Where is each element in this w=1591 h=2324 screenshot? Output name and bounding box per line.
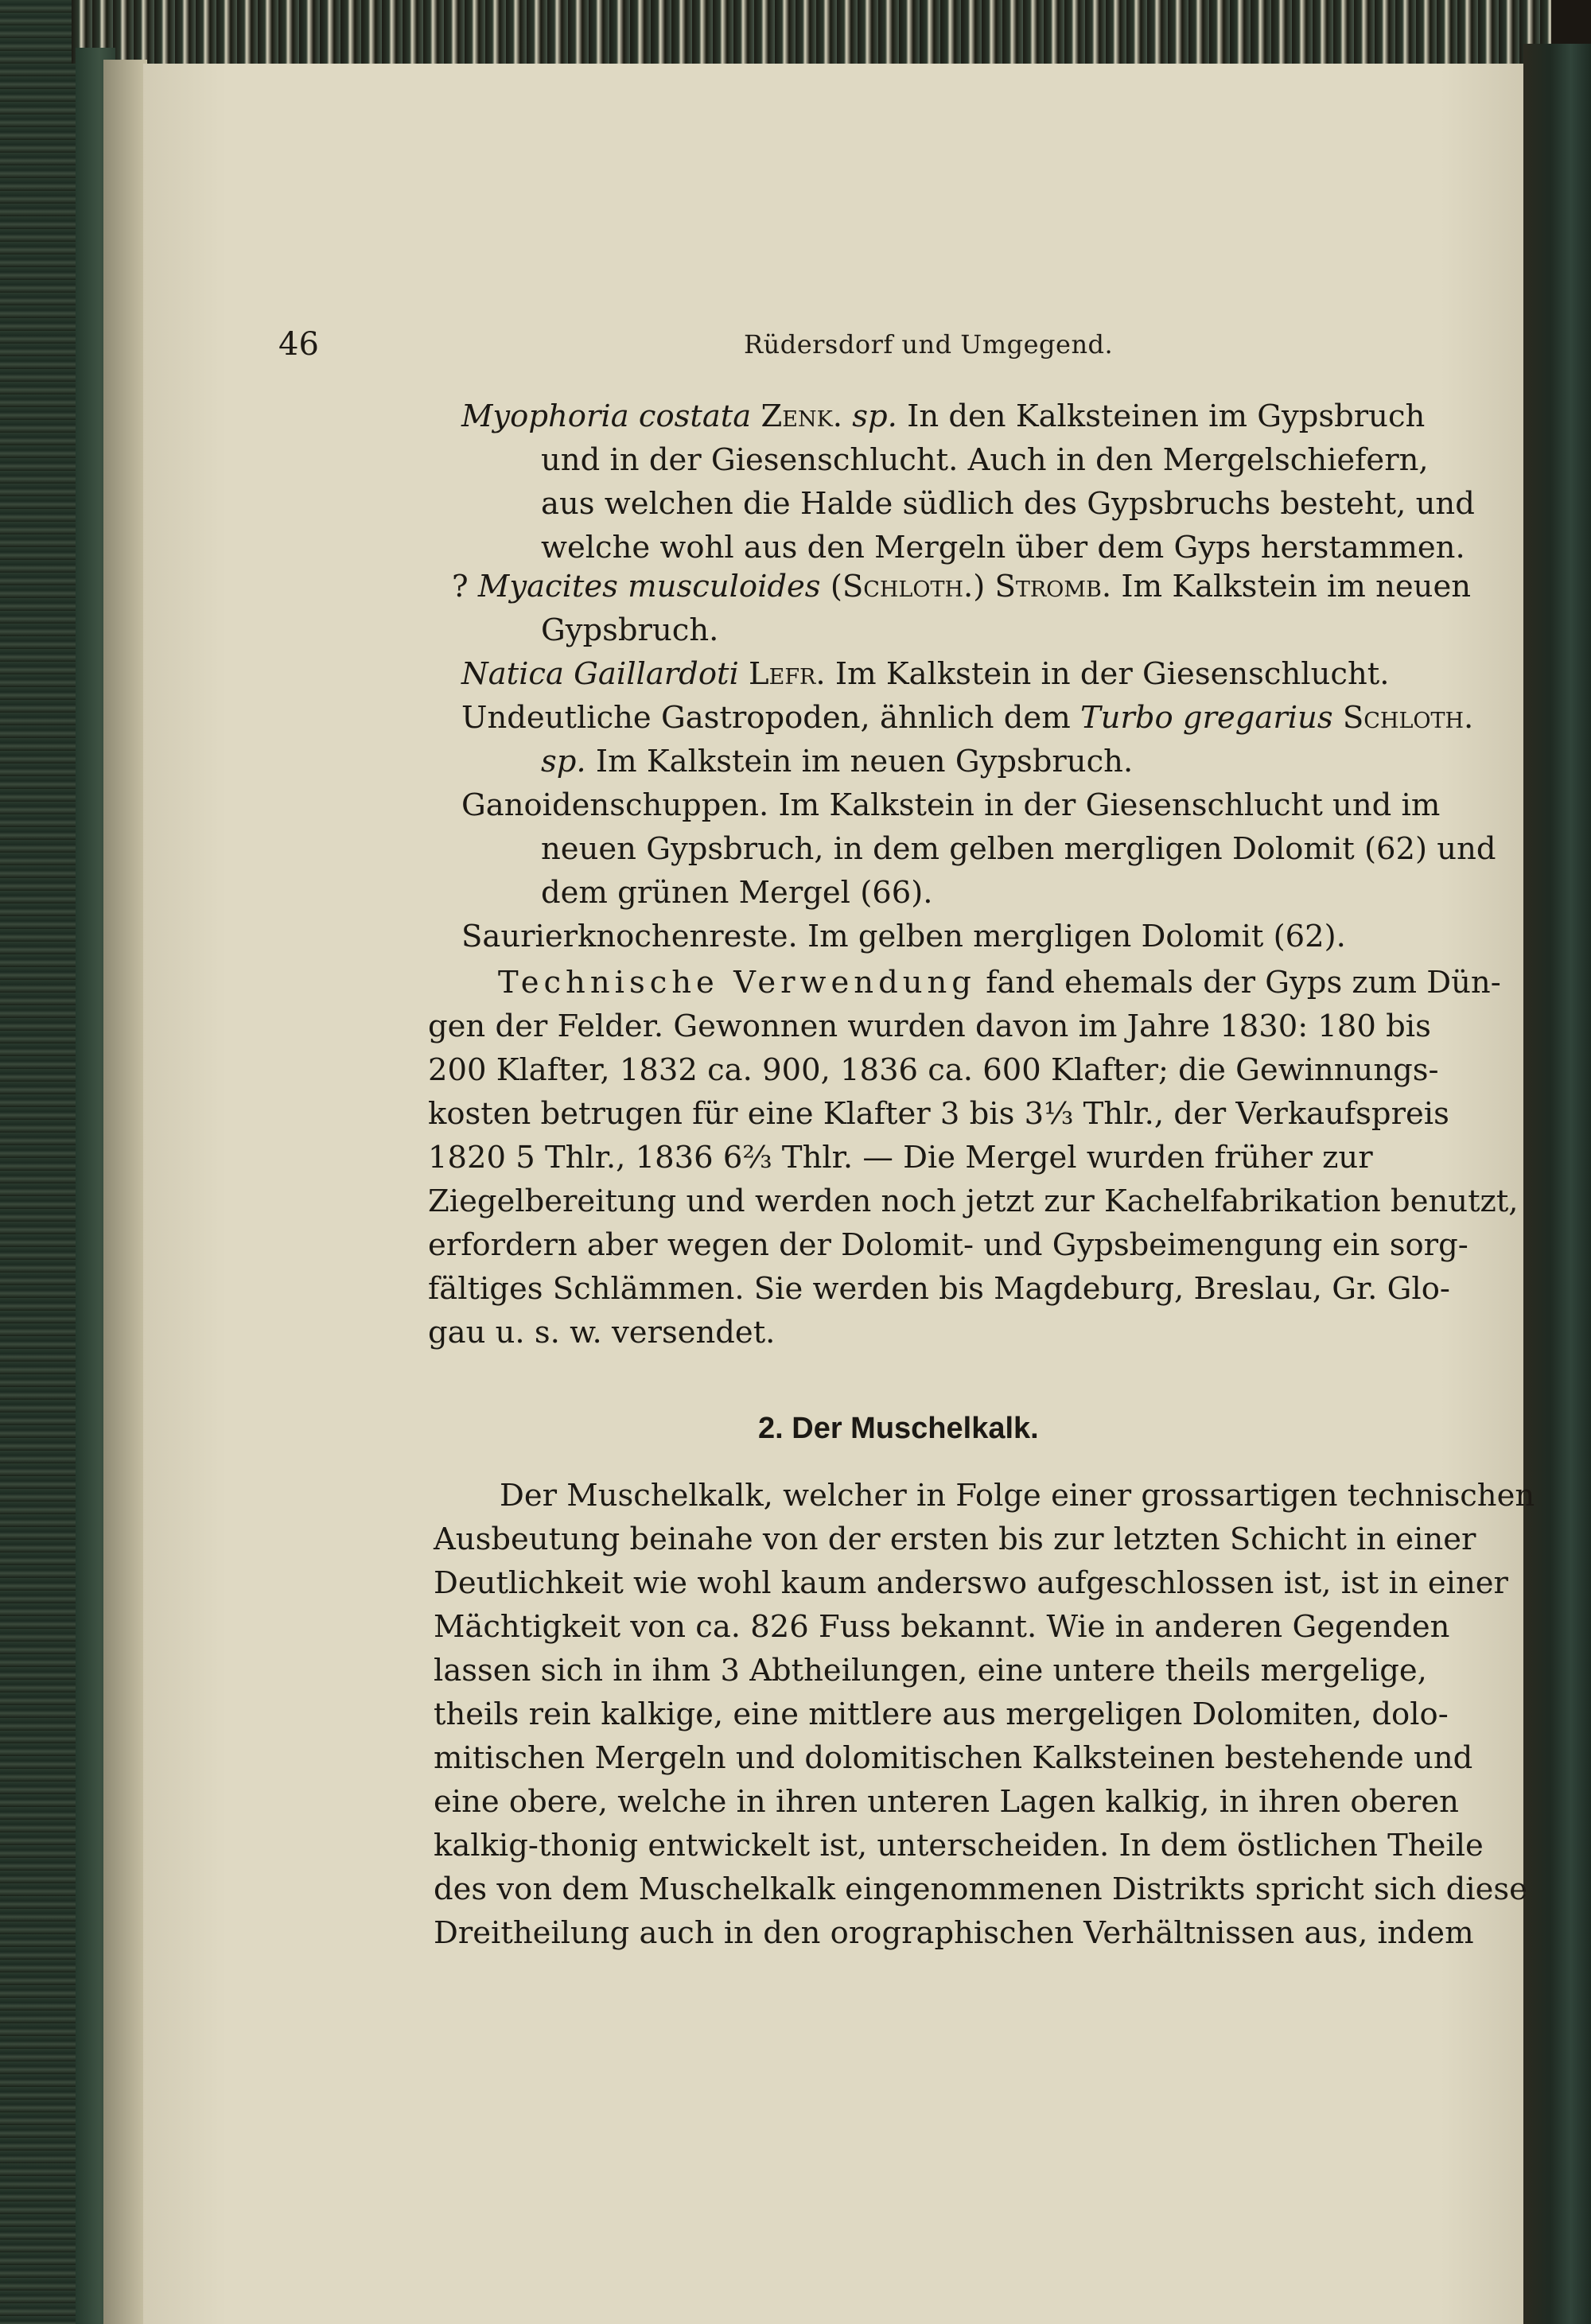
taxon-name: Turbo gregarius: [1079, 700, 1333, 736]
text-line: kosten betrugen für eine Klafter 3 bis 3⅓ Thlr., der Verkaufspreis: [428, 1096, 1449, 1132]
taxon-suffix: sp.: [541, 744, 586, 779]
text-line: Ziegelbereitung und werden noch jetzt zur Kachelfabrikation benutzt,: [428, 1183, 1519, 1219]
fossil-entry-ganoiden: Ganoidenschuppen. Im Kalkstein in der Giesenschlucht und im: [461, 787, 1441, 823]
text-line: Der Muschelkalk, welcher in Folge einer grossartigen technischen: [500, 1478, 1535, 1514]
text-line: lassen sich in ihm 3 Abtheilungen, eine untere theils mergelige,: [434, 1653, 1427, 1689]
query-mark: ?: [452, 569, 469, 604]
book-cover-right: [1523, 44, 1591, 2324]
entry-text: In den Kalksteinen im Gypsbruch: [907, 398, 1426, 434]
taxon-name: Myophoria costata: [461, 398, 752, 434]
taxon-author: Zenk.: [760, 398, 842, 434]
text-line: neuen Gypsbruch, in dem gelben mergligen Dolomit (62) und: [541, 831, 1496, 867]
fossil-entry-saurier: Saurierknochenreste. Im gelben mergligen Dolomit (62).: [461, 919, 1346, 954]
taxon-author: (Schloth.) Stromb.: [830, 569, 1112, 604]
text-line: Ausbeutung beinahe von der ersten bis zur letzten Schicht in einer: [434, 1521, 1476, 1557]
taxon-author: Schloth.: [1342, 700, 1474, 736]
text-line: und in der Giesenschlucht. Auch in den Mergelschiefern,: [541, 442, 1429, 478]
text-line: eine obere, welche in ihren unteren Lagen kalkig, in ihren oberen: [434, 1784, 1459, 1820]
entry-text: Im Kalkstein im neuen Gypsbruch.: [595, 744, 1134, 779]
entry-text: Im Kalkstein im neuen: [1121, 569, 1472, 604]
book-top-edge: [72, 0, 1551, 64]
page-stack-edge: [103, 60, 147, 2324]
taxon-name: Myacites musculoides: [477, 569, 821, 604]
text-line: theils rein kalkige, eine mittlere aus mergeligen Dolomiten, dolo-: [434, 1696, 1449, 1732]
text-line: dem grünen Mergel (66).: [541, 875, 933, 911]
text-line: gau u. s. w. versendet.: [428, 1315, 776, 1350]
text-line: fältiges Schlämmen. Sie werden bis Magdeburg, Breslau, Gr. Glo-: [428, 1271, 1450, 1307]
text-line: [541, 740, 1133, 783]
text-line: kalkig-thonig entwickelt ist, unterscheiden. In dem östlichen Theile: [434, 1828, 1484, 1863]
entry-text: Im Kalkstein in der Giesenschlucht.: [834, 656, 1390, 692]
text-line: aus welchen die Halde südlich des Gypsbruchs besteht, und: [541, 486, 1475, 522]
taxon-name: Natica Gaillardoti: [461, 656, 739, 692]
fossil-entry-natica: [461, 652, 1389, 696]
text-line: gen der Felder. Gewonnen wurden davon im Jahre 1830: 180 bis: [428, 1008, 1431, 1044]
fossil-entry-myacites: [452, 565, 1471, 608]
text-line: Deutlichkeit wie wohl kaum anderswo aufgeschlossen ist, ist in einer: [434, 1565, 1508, 1601]
entry-lead: Undeutliche Gastropoden, ähnlich dem: [461, 700, 1071, 736]
text-line: Dreitheilung auch in den orographischen Verhältnissen aus, indem: [434, 1915, 1474, 1951]
text-line: welche wohl aus den Mergeln über dem Gyps herstammen.: [541, 530, 1465, 565]
page-number: 46: [278, 326, 319, 363]
technical-first-line: [498, 961, 1501, 1005]
taxon-author: Lefr.: [749, 656, 826, 692]
text-line: Mächtigkeit von ca. 826 Fuss bekannt. Wie in anderen Gegenden: [434, 1609, 1450, 1645]
taxon-suffix: sp.: [852, 398, 897, 434]
running-title: Rüdersdorf und Umgegend.: [744, 329, 1114, 359]
text-line: Gypsbruch.: [541, 612, 719, 648]
text-line: mitischen Mergeln und dolomitischen Kalksteinen bestehende und: [434, 1740, 1473, 1776]
spaced-lead: Technische Verwendung: [498, 965, 976, 1001]
text-line: 200 Klafter, 1832 ca. 900, 1836 ca. 600 Klafter; die Gewinnungs-: [428, 1052, 1439, 1088]
section-heading: 2. Der Muschelkalk.: [758, 1412, 1039, 1445]
text-line: erfordern aber wegen der Dolomit- und Gypsbeimengung ein sorg-: [428, 1227, 1468, 1263]
fossil-entry-myophoria: [461, 394, 1425, 438]
text-line: des von dem Muschelkalk eingenommenen Distrikts spricht sich diese: [434, 1871, 1527, 1907]
text-line: 1820 5 Thlr., 1836 6⅔ Thlr. — Die Mergel wurden früher zur: [428, 1140, 1373, 1176]
fossil-entry-gastropoden: [461, 696, 1473, 740]
text-line: fand ehemals der Gyps zum Dün-: [986, 965, 1501, 1001]
